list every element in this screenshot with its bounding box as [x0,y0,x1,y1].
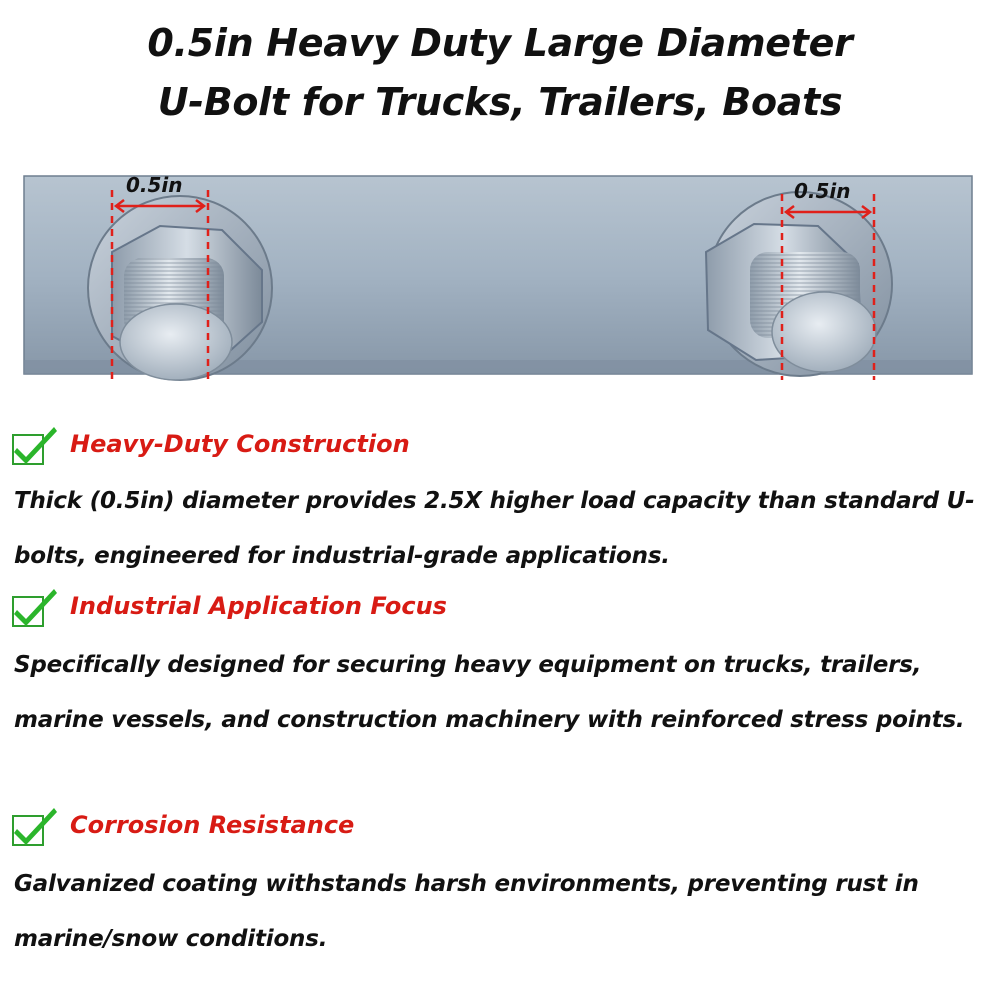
feature-description: Thick (0.5in) diameter provides 2.5X higher load capacity than standard U-bolts, engineered for industrial-grade applications. [14,488,975,569]
product-photo [0,160,1000,390]
feature-header [12,803,912,847]
title-line-2: U-Bolt for Trucks, Trailers, Boats [157,80,843,124]
feature-header [12,422,912,466]
feature-description: Galvanized coating withstands harsh environments, preventing rust in marine/snow conditions. [14,871,919,952]
feature-header [12,584,912,628]
right-bolt [706,192,892,376]
feature-title: Industrial Application Focus [70,592,447,620]
feature-title: Heavy-Duty Construction [70,430,410,458]
left-bolt [88,196,272,380]
checkmark-icon [12,424,58,466]
page-title [0,14,1000,132]
left-dimension-label: 0.5in [126,173,183,197]
checkmark-icon [12,586,58,628]
feature-description: Specifically designed for securing heavy equipment on trucks, trailers, marine vessels, and construction machinery with reinforced stress points. [14,652,965,733]
checkmark-icon [12,805,58,847]
title-line-1: 0.5in Heavy Duty Large Diameter [147,21,853,65]
right-dimension-label: 0.5in [794,179,851,203]
feature-title: Corrosion Resistance [70,811,355,839]
